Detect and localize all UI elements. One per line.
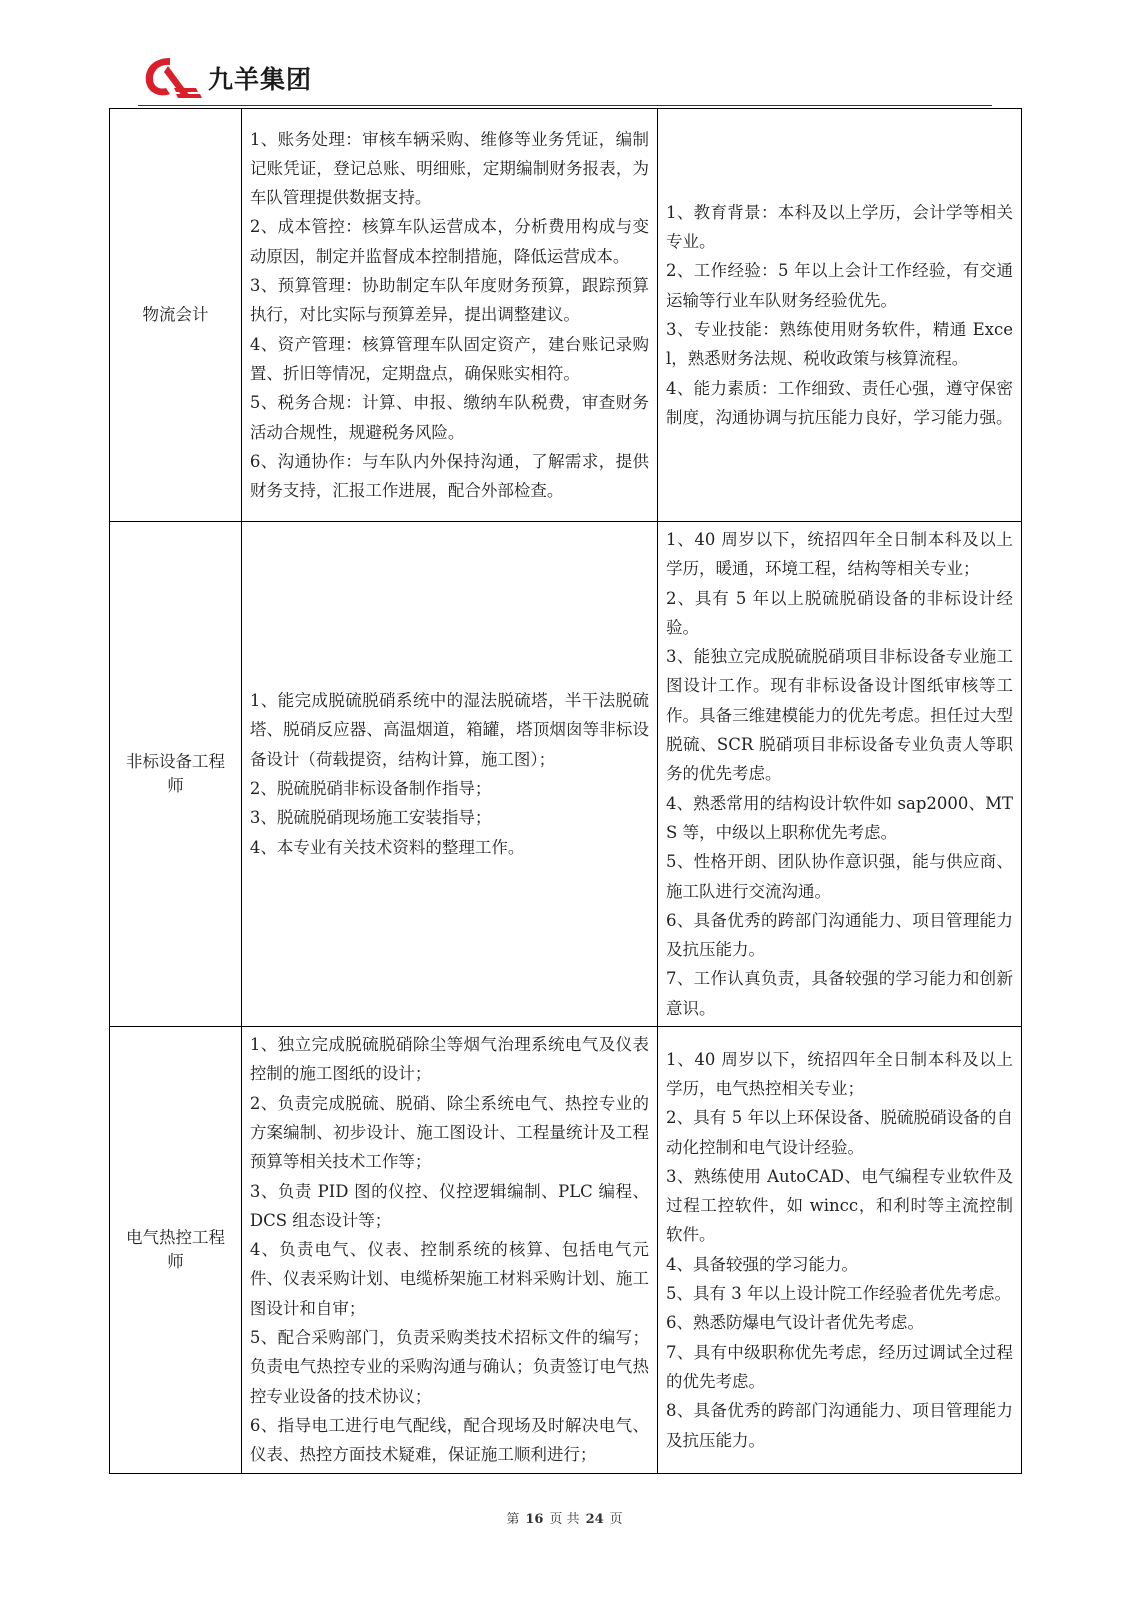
duty-item: 1、独立完成脱硫脱硝除尘等烟气治理系统电气及仪表控制的施工图纸的设计； xyxy=(249,1035,650,1084)
duty-item: 6、指导电工进行电气配线，配合现场及时解决电气、仪表、热控方面技术疑难，保证施工顺利进行； xyxy=(249,1415,650,1465)
requirement-item: 2、具有 5 年以上环保设备、脱硫脱硝设备的自动化控制和电气设计经验。 xyxy=(666,1108,1013,1157)
duty-item: 1、能完成脱硫脱硝系统中的湿法脱硫塔，半干法脱硫塔、脱硝反应器、高温烟道，箱罐，塔顶烟囱等非标设备设计（荷载提资，结构计算，施工图）； xyxy=(249,691,650,769)
table-row xyxy=(110,109,1022,522)
requirement-item: 4、能力素质：工作细致、责任心强，遵守保密制度，沟通协调与抗压能力良好，学习能力强。 xyxy=(666,378,1013,427)
job-title-cell xyxy=(110,522,242,1027)
requirement-item: 5、具有 3 年以上设计院工作经验者优先考虑。 xyxy=(666,1284,1012,1304)
job-title: 电气热控工程师 xyxy=(125,1227,225,1271)
duty-item: 6、沟通协作：与车队内外保持沟通，了解需求，提供财务支持，汇报工作进展，配合外部检查。 xyxy=(249,451,650,501)
duty-item: 3、负责 PID 图的仪控、仪控逻辑编制、PLC 编程、DCS 组态设计等； xyxy=(249,1181,650,1230)
duty-item: 3、脱硫脱硝现场施工安装指导； xyxy=(249,808,492,828)
requirement-item: 2、具有 5 年以上脱硫脱硝设备的非标设计经验。 xyxy=(666,588,1013,637)
requirement-item: 4、具备较强的学习能力。 xyxy=(666,1254,859,1274)
duty-item: 4、负责电气、仪表、控制系统的核算、包括电气元件、仪表采购计划、电缆桥架施工材料采购计划、施工图设计和自审； xyxy=(249,1240,650,1318)
requirement-item: 3、专业技能：熟练使用财务软件，精通 Excel，熟悉财务法规、税收政策与核算流程。 xyxy=(666,320,1013,369)
duty-item: 4、资产管理：核算管理车队固定资产，建台账记录购置、折旧等情况，定期盘点，确保账实相符。 xyxy=(249,334,650,383)
job-requirements-cell xyxy=(658,522,1022,1027)
requirement-item: 1、教育背景：本科及以上学历，会计学等相关专业。 xyxy=(666,202,1013,252)
requirement-item: 5、性格开朗、团队协作意识强，能与供应商、施工队进行交流沟通。 xyxy=(666,852,1013,901)
company-logo-icon xyxy=(140,52,204,102)
requirement-item: 3、能独立完成脱硫脱硝项目非标设备专业施工图设计工作。现有非标设备设计图纸审核等工作。具备三维建模能力的优先考虑。担任过大型脱硫、SCR 脱硝项目非标设备专业负责人等职务的优先考虑。 xyxy=(666,647,1013,784)
footer-middle: 页 共 xyxy=(549,1512,580,1527)
requirement-item: 6、熟悉防爆电气设计者优先考虑。 xyxy=(666,1313,925,1333)
requirement-item: 4、熟悉常用的结构设计软件如 sap2000、MTS 等，中级以上职称优先考虑。 xyxy=(666,793,1013,842)
requirement-item: 1、40 周岁以下，统招四年全日制本科及以上学历，暖通，环境工程，结构等相关专业； xyxy=(666,530,1013,579)
page-footer xyxy=(0,1508,1129,1527)
duty-item: 4、本专业有关技术资料的整理工作。 xyxy=(249,837,525,857)
job-duties-cell xyxy=(241,109,657,522)
job-requirements-cell xyxy=(658,1027,1022,1473)
requirement-item: 1、40 周岁以下，统招四年全日制本科及以上学历，电气热控相关专业； xyxy=(666,1049,1013,1098)
duty-item: 2、脱硫脱硝非标设备制作指导； xyxy=(249,779,492,799)
company-name: 九羊集团 xyxy=(208,65,313,94)
duty-item: 1、账务处理：审核车辆采购、维修等业务凭证，编制记账凭证，登记总账、明细账，定期编制财务报表，为车队管理提供数据支持。 xyxy=(249,129,650,208)
page-number: 16 xyxy=(525,1512,544,1527)
job-duties-cell xyxy=(241,522,657,1027)
table-row xyxy=(110,1027,1022,1473)
footer-suffix: 页 xyxy=(609,1512,623,1527)
requirement-item: 6、具备优秀的跨部门沟通能力、项目管理能力及抗压能力。 xyxy=(666,910,1013,960)
job-requirements-cell xyxy=(658,109,1022,522)
job-table xyxy=(109,108,1022,1474)
requirement-item: 8、具备优秀的跨部门沟通能力、项目管理能力及抗压能力。 xyxy=(666,1401,1013,1450)
job-title-cell xyxy=(110,109,242,522)
table-row xyxy=(110,522,1022,1027)
requirement-item: 7、具有中级职称优先考虑，经历过调试全过程的优先考虑。 xyxy=(666,1342,1013,1391)
duty-item: 2、负责完成脱硫、脱硝、除尘系统电气、热控专业的方案编制、初步设计、施工图设计、工程量统计及工程预算等相关技术工作等； xyxy=(249,1093,650,1172)
page-header xyxy=(140,52,980,102)
footer-prefix: 第 xyxy=(506,1512,520,1527)
page-total: 24 xyxy=(585,1512,604,1527)
duty-item: 5、配合采购部门，负责采购类技术招标文件的编写；负责电气热控专业的采购沟通与确认；负责签订电气热控专业设备的技术协议； xyxy=(249,1328,650,1406)
requirement-item: 7、工作认真负责，具备较强的学习能力和创新意识。 xyxy=(666,969,1013,1018)
job-title-cell xyxy=(110,1027,242,1473)
job-title: 非标设备工程师 xyxy=(125,752,225,796)
job-title: 物流会计 xyxy=(142,305,209,324)
requirement-item: 3、熟练使用 AutoCAD、电气编程专业软件及过程工控软件，如 wincc，和利时等主流控制软件。 xyxy=(666,1166,1013,1245)
requirement-item: 2、工作经验：5 年以上会计工作经验，有交通运输等行业车队财务经验优先。 xyxy=(666,261,1013,310)
duty-item: 2、成本管控：核算车队运营成本，分析费用构成与变动原因，制定并监督成本控制措施，降低运营成本。 xyxy=(249,217,650,266)
duty-item: 5、税务合规：计算、申报、缴纳车队税费，审查财务活动合规性，规避税务风险。 xyxy=(249,393,650,442)
job-duties-cell xyxy=(241,1027,657,1473)
duty-item: 3、预算管理：协助制定车队年度财务预算，跟踪预算执行，对比实际与预算差异，提出调整建议。 xyxy=(249,276,650,325)
header-divider xyxy=(138,105,992,106)
